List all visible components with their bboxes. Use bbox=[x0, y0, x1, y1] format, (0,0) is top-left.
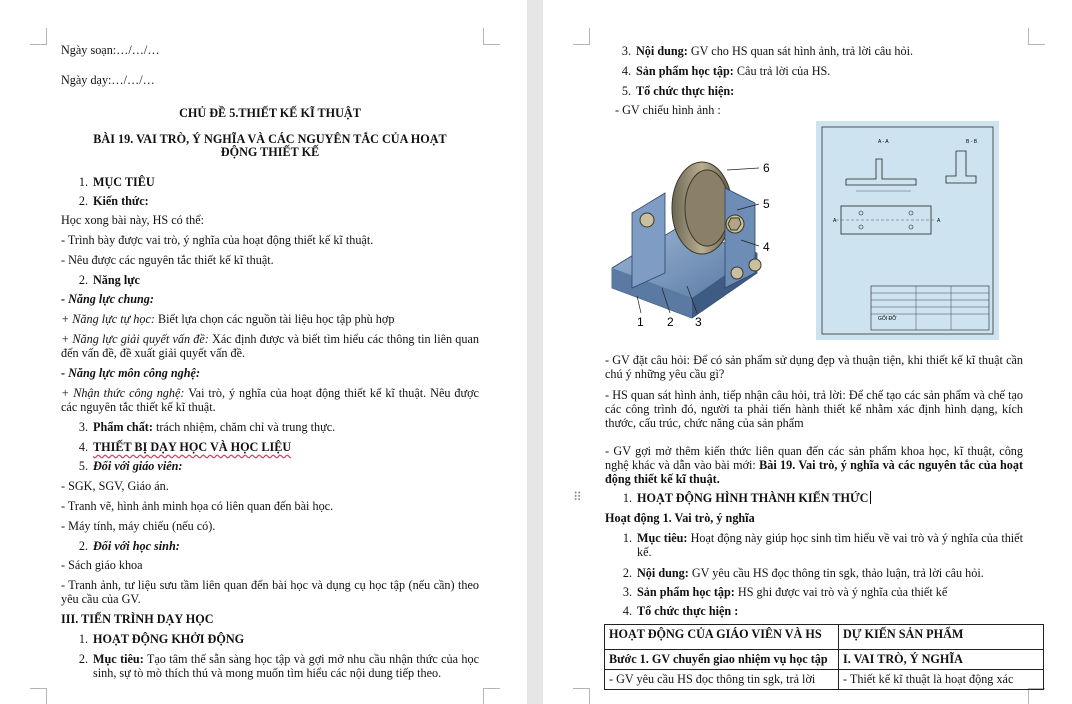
tech-competence: - Năng lực môn công nghệ: bbox=[61, 366, 201, 380]
section-label: A bbox=[833, 218, 837, 224]
crop-mark bbox=[483, 688, 500, 704]
process-heading: III. TIẾN TRÌNH DẠY HỌC bbox=[61, 612, 214, 626]
drag-handle-icon[interactable]: ⠿ bbox=[573, 490, 581, 504]
crop-mark bbox=[573, 28, 590, 45]
table-row bbox=[605, 625, 1044, 650]
quality-heading: 3. Phẩm chất: trách nhiệm, chăm chỉ và trung thực. bbox=[78, 420, 336, 434]
student-item: - Tranh ảnh, tư liệu sưu tầm liên quan đến bài học và dụng cụ học tập (nếu cần) theo yêu cầu của GV. bbox=[61, 578, 479, 606]
knowledge-item: - Trình bày được vai trò, ý nghĩa của hoạt động thiết kế kĩ thuật. bbox=[61, 233, 374, 247]
after-lesson: Học xong bài này, HS có thể: bbox=[61, 213, 205, 227]
table-cell: I. VAI TRÒ, Ý NGHĨA bbox=[839, 650, 1044, 670]
teacher-heading: 5. Đối với giáo viên: bbox=[78, 459, 183, 473]
self-learning-competence: + Năng lực tự học: Biết lựa chọn các nguồn tài liệu học tập phù hợp bbox=[61, 312, 395, 326]
activity-content: 2. Nội dung: GV yêu cầu HS đọc thông tin sgk, thảo luận, trả lời câu hỏi. bbox=[622, 566, 984, 580]
part-label: 2 bbox=[667, 315, 674, 329]
equipment-heading: 4. THIẾT BỊ DẠY HỌC VÀ HỌC LIỆU bbox=[78, 440, 292, 454]
form-activity-heading: 1. HOẠT ĐỘNG HÌNH THÀNH KIẾN THỨC bbox=[622, 491, 869, 505]
crop-mark bbox=[1028, 688, 1045, 704]
teacher-item: - SGK, SGV, Giáo án. bbox=[61, 479, 169, 493]
section-label: A bbox=[937, 218, 941, 224]
part-label: 6 bbox=[763, 161, 770, 175]
date-prepare: Ngày soạn:…/…/… bbox=[61, 43, 160, 57]
section-label: B - B bbox=[966, 139, 978, 145]
topic-heading: CHỦ ĐỀ 5.THIẾT KẾ KĨ THUẬT bbox=[179, 106, 361, 120]
activity-goal: 1. Mục tiêu: Hoạt động này giúp học sinh tìm hiểu về vai trò và ý nghĩa của thiết kế. bbox=[622, 531, 1023, 559]
section-label: A - A bbox=[878, 139, 889, 145]
table-row bbox=[605, 670, 1044, 690]
activity-table bbox=[604, 624, 1044, 690]
start-activity-heading: 1. HOẠT ĐỘNG KHỞI ĐỘNG bbox=[78, 632, 245, 646]
lesson-title: BÀI 19. VAI TRÒ, Ý NGHĨA VÀ CÁC NGUYÊN TẮC CỦA HOẠT ĐỘNG THIẾT KẾ bbox=[93, 132, 447, 159]
product-item: 4. Sản phẩm học tập: Câu trả lời của HS. bbox=[621, 64, 831, 78]
show-image-text: - GV chiếu hình ảnh : bbox=[615, 103, 721, 117]
content-item: 3. Nội dung: GV cho HS quan sát hình ảnh, trả lời câu hỏi. bbox=[621, 44, 914, 58]
organization-item: 5. Tổ chức thực hiện: bbox=[621, 84, 735, 98]
crop-mark bbox=[1028, 28, 1045, 45]
table-header-cell: DỰ KIẾN SẢN PHẨM bbox=[839, 625, 1044, 650]
lesson-introduction: - GV gợi mở thêm kiến thức liên quan đến các sản phẩm khoa học, kĩ thuật, công nghệ khác và dẫn vào bài mới: Bài 19. Vai trò, ý nghĩa và các nguyên tắc của hoạt động thiết kế kĩ thuật. bbox=[605, 444, 1024, 486]
part-label: 3 bbox=[695, 315, 702, 329]
part-label: 5 bbox=[763, 197, 770, 211]
general-competence: - Năng lực chung: bbox=[61, 292, 154, 306]
objectives-heading: 1. MỤC TIÊU bbox=[78, 175, 155, 189]
knowledge-heading: 2. Kiến thức: bbox=[78, 194, 149, 208]
part-label: 4 bbox=[763, 240, 770, 254]
date-teach: Ngày dạy:…/…/… bbox=[61, 73, 155, 87]
technical-drawing-illustration bbox=[816, 121, 999, 340]
activity-product: 3. Sản phẩm học tập: HS ghi được vai trò và ý nghĩa của thiết kế bbox=[622, 585, 948, 599]
crop-mark bbox=[30, 28, 47, 45]
student-heading: 2. Đối với học sinh: bbox=[78, 539, 180, 553]
title-block-label: GỐI ĐỠ bbox=[878, 316, 897, 322]
text-cursor bbox=[870, 491, 871, 504]
table-header-cell: HOẠT ĐỘNG CỦA GIÁO VIÊN VÀ HS bbox=[605, 625, 839, 650]
student-answer: - HS quan sát hình ảnh, tiếp nhận câu hỏi, trả lời: Để chế tạo các sản phẩm và chế tạo các công trình đó, người ta phải tiến hành thiết kế nhằm xác định hình dạng, kích thước, cấu trúc, chức năng của sản phẩm bbox=[605, 388, 1023, 430]
teacher-item: - Tranh vẽ, hình ảnh minh họa có liên quan đến bài học. bbox=[61, 499, 334, 513]
teacher-question: - GV đặt câu hỏi: Để có sản phẩm sử dụng đẹp và thuận tiện, khi thiết kế kĩ thuật cần chú ý những yêu cầu gì? bbox=[605, 353, 1023, 381]
activity-organization: 4. Tổ chức thực hiện : bbox=[622, 604, 739, 618]
problem-solving-competence: + Năng lực giải quyết vấn đề: Xác định được và biết tìm hiểu các thông tin liên quan đến vấn đề, đề xuất giải quyết vấn đề. bbox=[61, 332, 479, 360]
student-item: - Sách giáo khoa bbox=[61, 558, 143, 572]
activity-1-heading: Hoạt động 1. Vai trò, ý nghĩa bbox=[605, 511, 755, 525]
document-page-left bbox=[0, 0, 527, 704]
teacher-item: - Máy tính, máy chiếu (nếu có). bbox=[61, 519, 216, 533]
table-cell: - Thiết kế kĩ thuật là hoạt động xác bbox=[839, 670, 1044, 690]
crop-mark bbox=[30, 688, 47, 704]
knowledge-item: - Nêu được các nguyên tắc thiết kế kĩ thuật. bbox=[61, 253, 274, 267]
crop-mark bbox=[573, 688, 590, 704]
crop-mark bbox=[483, 28, 500, 45]
table-cell: Bước 1. GV chuyển giao nhiệm vụ học tập bbox=[605, 650, 839, 670]
table-cell: - GV yêu cầu HS đọc thông tin sgk, trả lời bbox=[605, 670, 839, 690]
document-page-right bbox=[543, 0, 1072, 704]
part-label: 1 bbox=[637, 315, 644, 329]
tech-awareness: + Nhận thức công nghệ: Vai trò, ý nghĩa của hoạt động thiết kế kĩ thuật. Nêu được các nguyên tắc thiết kế kĩ thuật. bbox=[61, 386, 479, 414]
start-goal: 2. Mục tiêu: Tạo tâm thế sẵn sàng học tập và gợi mở nhu cầu nhận thức của học sinh, sự tò mò thích thú và mong muốn tìm hiểu các nội dung tiếp theo. bbox=[78, 652, 479, 680]
pulley-bracket-illustration bbox=[607, 148, 807, 338]
table-row bbox=[605, 650, 1044, 670]
competence-heading: 2. Năng lực bbox=[78, 273, 140, 287]
